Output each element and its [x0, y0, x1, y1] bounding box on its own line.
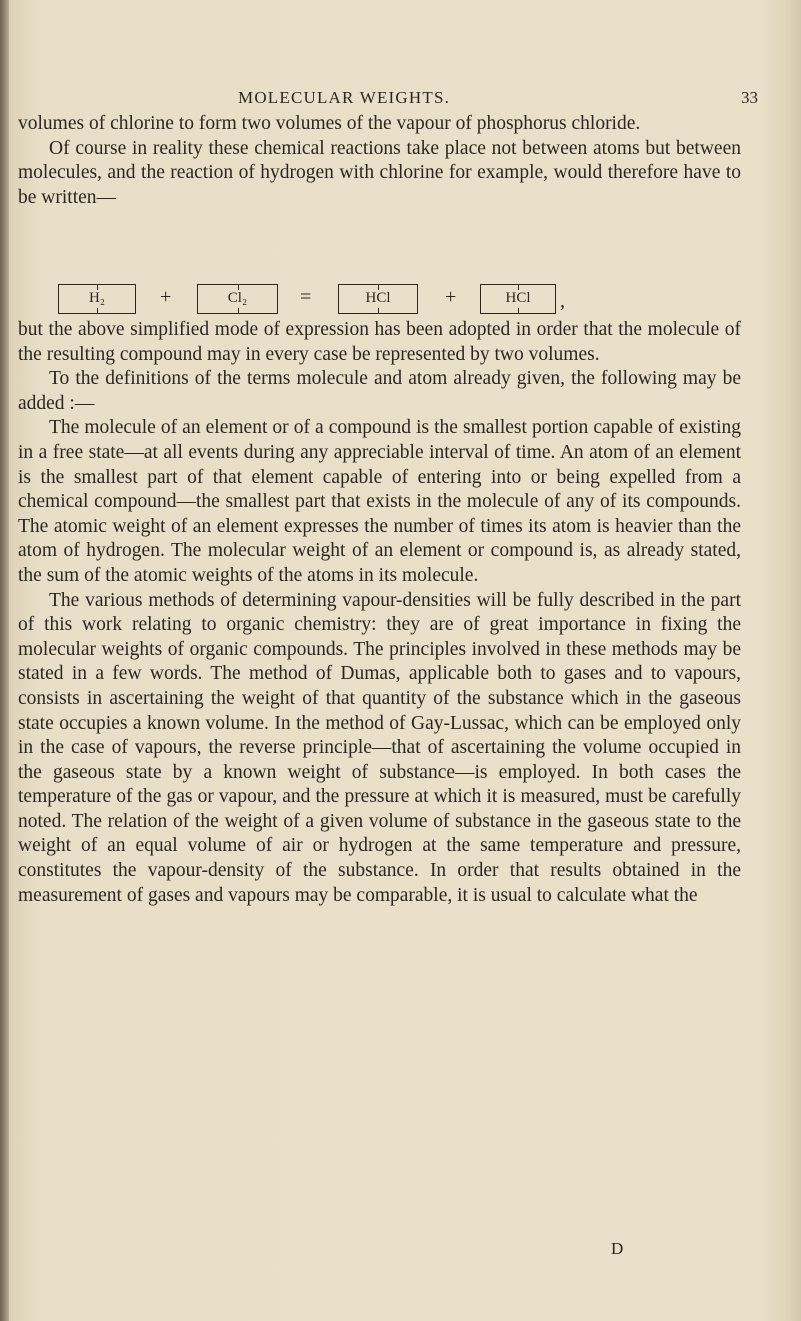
- volume-box-cl2: [197, 284, 278, 314]
- paragraph: volumes of chlorine to form two volumes of the vapour of phosphorus chloride.: [18, 113, 641, 134]
- formula-hcl: HCl: [505, 290, 531, 306]
- paragraph: The molecule of an element or of a compound is the smallest portion capable of existing in a free state—at all events during any appreciable interval of time. An atom of an element is the smallest part of that element capable of entering into or being expelled from a chemical compound—the smallest part that exists in the molecule of any of its compounds. The atomic weight of an element expresses the number of times its atom is heavier than the atom of hydrogen. The molecular weight of an element or compound is, as already stated, the sum of the atomic weights of the atoms in its molecule.: [18, 417, 741, 586]
- text-block-top: [18, 112, 741, 210]
- text-block-bottom: [18, 318, 741, 908]
- page-header: [0, 88, 801, 112]
- plus-sign: +: [445, 286, 457, 308]
- volume-box-h2: [58, 284, 136, 314]
- volume-equation: [0, 284, 801, 316]
- formula-h2: H₂: [88, 290, 106, 306]
- volume-box-hcl-1: [338, 284, 418, 314]
- equals-sign: =: [300, 286, 312, 308]
- paragraph: The various methods of determining vapour-densities will be fully described in the part of this work relating to organic chemistry: they are of great importance in fixing the molecular weights of organic compounds. The principles involved in these methods may be stated in a few words. The method of Dumas, applicable both to gases and to vapours, consists in ascertaining the weight of that quantity of the substance which in the gaseous state occupies a known volume. In the method of Gay-Lussac, which can be employed only in the case of vapours, the reverse principle—that of ascertaining the volume occupied in the gaseous state by a known weight of substance—is employed. In both cases the temperature of the gas or vapour, and the pressure at which it is measured, must be carefully noted. The relation of the weight of a given volume of substance in the gaseous state to the weight of an equal volume of air or hydrogen at the same temperature and pressure, constitutes the vapour-density of the substance. In order that results obtained in the measurement of gases and vapours may be comparable, it is usual to calculate what the: [18, 589, 741, 906]
- signature-mark: D: [611, 1239, 624, 1258]
- paragraph: To the definitions of the terms molecule and atom already given, the following may be added :—: [18, 368, 741, 414]
- paragraph: but the above simplified mode of expression has been adopted in order that the molecule of the resulting compound may in every case be represented by two volumes.: [18, 319, 741, 365]
- formula-hcl: HCl: [365, 290, 391, 306]
- binding-gutter: [0, 0, 9, 1321]
- formula-cl2: Cl₂: [227, 290, 248, 306]
- trailing-comma: ,: [560, 290, 565, 312]
- running-title: MOLECULAR WEIGHTS.: [238, 88, 451, 107]
- volume-box-hcl-2: [480, 284, 556, 314]
- page-number: 33: [741, 88, 758, 107]
- paragraph: Of course in reality these chemical reactions take place not between atoms but between molecules, and the reaction of hydrogen with chlorine for example, would therefore have to be written—: [18, 137, 741, 208]
- plus-sign: +: [160, 286, 172, 308]
